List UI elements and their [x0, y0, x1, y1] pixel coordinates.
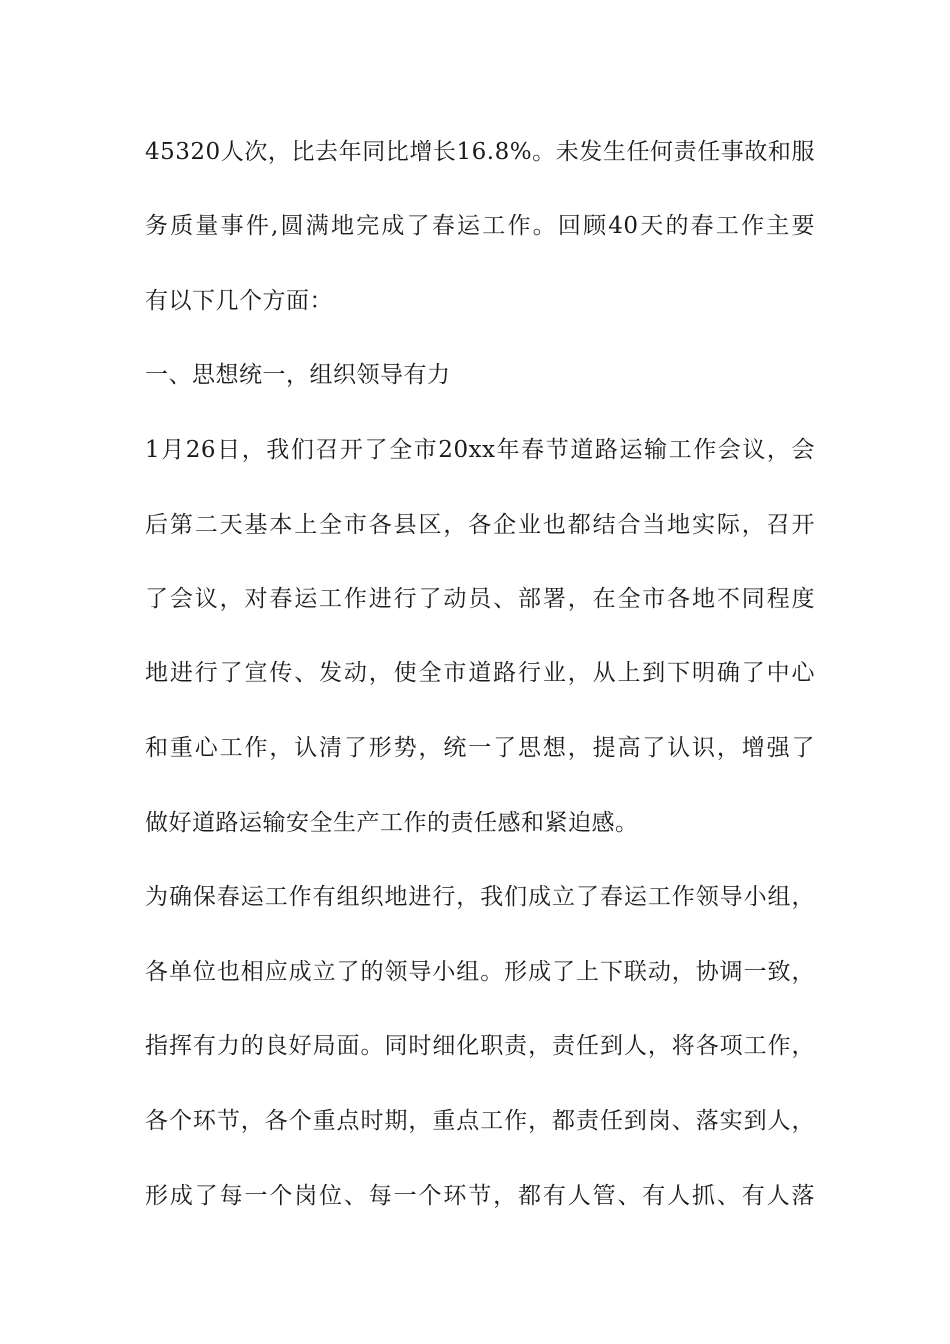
body-line-13: 指挥有力的良好局面。同时细化职责，责任到人，将各项工作， [145, 1033, 815, 1059]
body-line-2: 务质量事件,圆满地完成了春运工作。回顾40天的春工作主要 [145, 213, 815, 239]
body-line-12: 各单位也相应成立了的领导小组。形成了上下联动，协调一致， [145, 959, 815, 985]
section-heading: 一、思想统一，组织领导有力 [145, 362, 451, 388]
body-line-6: 后第二天基本上全市各县区，各企业也都结合当地实际，召开 [145, 512, 815, 538]
body-line-1: 45320人次，比去年同比增长16.8%。未发生任何责任事故和服 [145, 139, 815, 165]
body-line-9: 和重心工作，认清了形势，统一了思想，提高了认识，增强了 [145, 735, 815, 761]
body-line-10: 做好道路运输安全生产工作的责任感和紧迫感。 [145, 810, 639, 836]
body-line-3: 有以下几个方面： [145, 288, 333, 314]
body-line-14: 各个环节，各个重点时期，重点工作，都责任到岗、落实到人， [145, 1108, 815, 1134]
body-line-15: 形成了每一个岗位、每一个环节，都有人管、有人抓、有人落 [145, 1183, 815, 1209]
body-line-7: 了会议，对春运工作进行了动员、部署，在全市各地不同程度 [145, 586, 815, 612]
body-line-8: 地进行了宣传、发动，使全市道路行业，从上到下明确了中心 [145, 660, 815, 686]
body-line-5: 1月26日，我们召开了全市20xx年春节道路运输工作会议，会 [145, 437, 815, 463]
body-line-11: 为确保春运工作有组织地进行，我们成立了春运工作领导小组， [145, 884, 815, 910]
